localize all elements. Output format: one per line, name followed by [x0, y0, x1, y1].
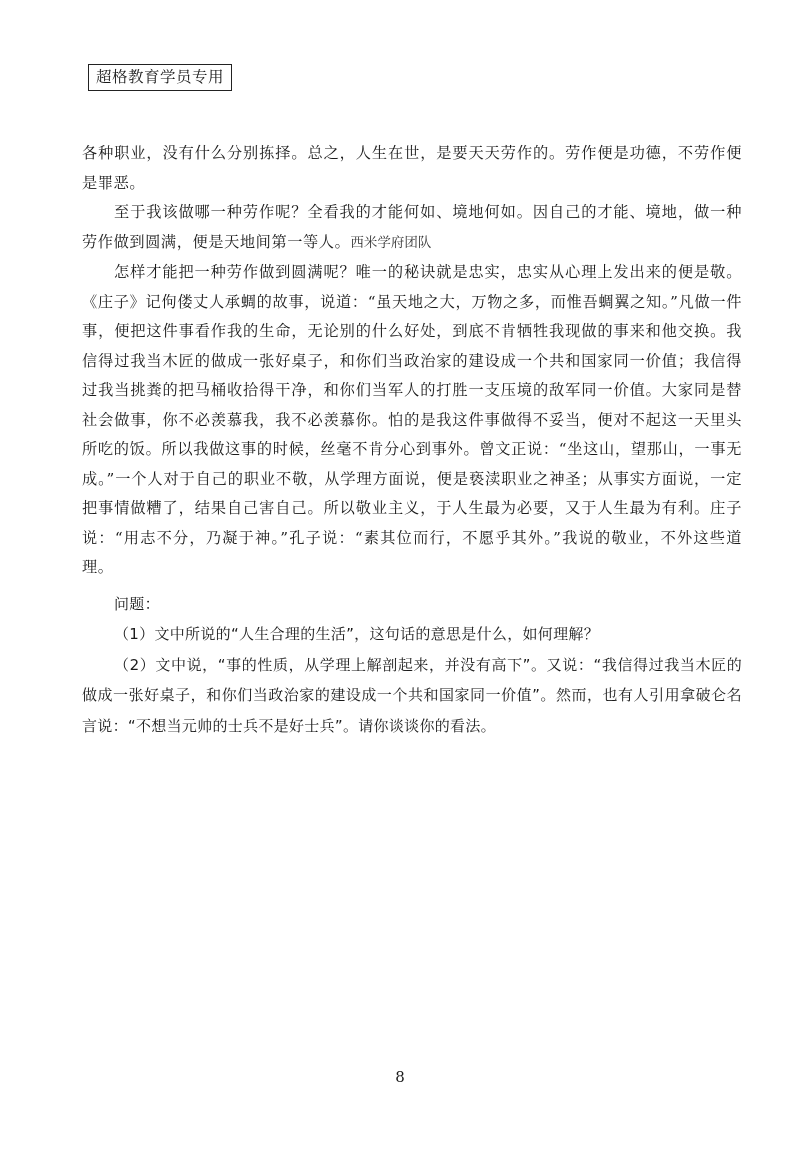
- article-body: [82, 139, 742, 741]
- page-number: 8: [395, 1068, 405, 1086]
- watermark-text: 西米学府团队: [350, 234, 432, 251]
- question-1: （1）文中所说的“人生合理的生活”，这句话的意思是什么，如何理解？: [114, 625, 599, 643]
- header-label-box: 超格教育学员专用: [88, 64, 232, 91]
- paragraph-1: 各种职业，没有什么分别拣择。总之，人生在世，是要天天劳作的。劳作便是功德，不劳作便是罪恶。: [82, 144, 742, 192]
- questions-heading: 问题：: [114, 594, 160, 613]
- paragraph-2-text: 至于我该做哪一种劳作呢？全看我的才能何如、境地何如。因自己的才能、境地，做一种劳作做到圆满，便是天地间第一等人。: [82, 203, 742, 251]
- questions-section: [82, 589, 742, 742]
- paragraph-3: 怎样才能把一种劳作做到圆满呢？唯一的秘诀就是忠实，忠实从心理上发出来的便是敬。《庄子》记佝偻丈人承蜩的故事，说道：“虽天地之大，万物之多，而惟吾蜩翼之知。”凡做一件事，便把这件事看作我的生命，无论别的什么好处，到底不肯牺牲我现做的事来和他交换。我信得过我当木匠的做成一张好桌子，和你们当政治家的建设成一个共和国家同一价值；我信得过我当挑粪的把马桶收拾得干净，和你们当军人的打胜一支压境的敌军同一价值。大家同是替社会做事，你不必羡慕我，我不必羡慕你。怕的是我这件事做得不妥当，便对不起这一天里头所吃的饭。所以我做这事的时候，丝毫不肯分心到事外。曾文正说：“坐这山，望那山，一事无成。”一个人对于自己的职业不敬，从学理方面说，便是亵渎职业之神圣；从事实方面说，一定把事情做糟了，结果自己害自己。所以敬业主义，于人生最为必要，又于人生最为有利。庄子说：“用志不分，乃凝于神。”孔子说：“素其位而行，不愿乎其外。”我说的敬业，不外这些道理。: [82, 263, 742, 576]
- question-2: （2）文中说，“事的性质，从学理上解剖起来，并没有高下”。又说：“我信得过我当木匠的做成一张好桌子，和你们当政治家的建设成一个共和国家同一价值”。然而，也有人引用拿破仑名言说：“不想当元帅的士兵不是好士兵”。请你谈谈你的看法。: [82, 655, 742, 735]
- paragraph-2: [82, 198, 742, 258]
